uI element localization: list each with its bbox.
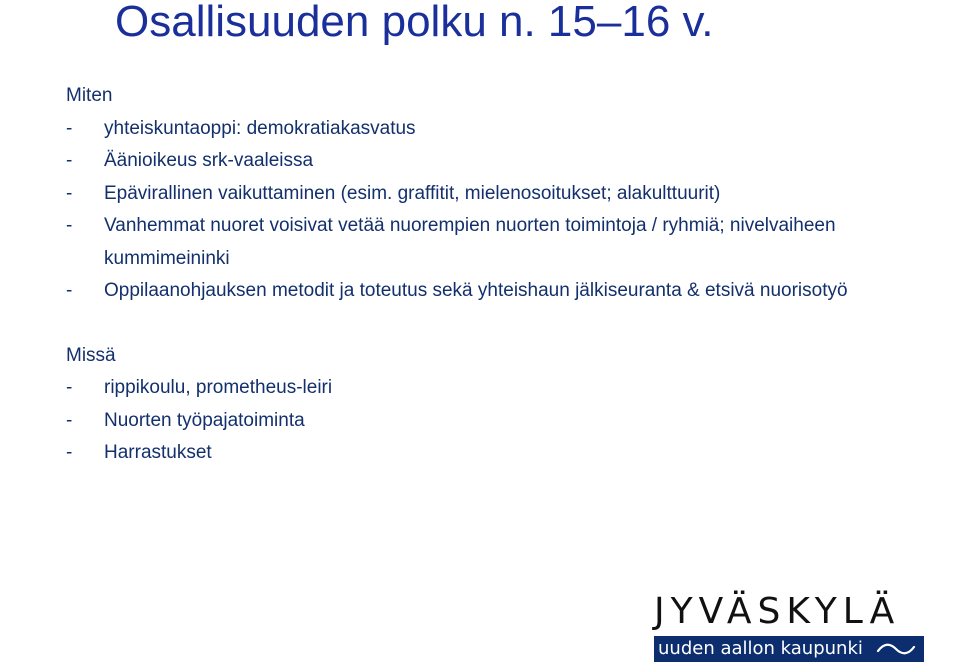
- list-item: [66, 113, 946, 146]
- slide-title: Osallisuuden polku n. 15–16 v.: [115, 0, 714, 46]
- logo-tagline: uuden aallon kaupunki: [658, 638, 863, 659]
- list-item-text: Vanhemmat nuoret voisivat vetää nuorempien nuorten toimintoja / ryhmiä; nivelvaiheen kummimeininki: [104, 215, 836, 269]
- list-item: [66, 372, 946, 405]
- bullet-list: [66, 372, 946, 470]
- list-item-text: Äänioikeus srk-vaaleissa: [104, 150, 314, 171]
- list-item-text: Harrastukset: [104, 442, 212, 463]
- list-item: [66, 178, 946, 211]
- list-item: [66, 145, 946, 178]
- section-missa: [66, 340, 946, 470]
- list-item-text: Nuorten työpajatoiminta: [104, 409, 305, 431]
- bullet-list: [66, 113, 946, 308]
- bullet-dash: -: [66, 117, 73, 139]
- city-logo: [654, 592, 954, 666]
- section-heading: Miten: [66, 85, 113, 106]
- slide-content: [66, 80, 946, 470]
- list-item-text: rippikoulu, prometheus-leiri: [104, 377, 333, 398]
- list-item: [66, 210, 946, 275]
- list-item-text: Epävirallinen vaikuttaminen (esim. graffitit, mielenosoitukset; alakulttuurit): [104, 182, 721, 204]
- bullet-dash: -: [66, 182, 73, 204]
- bullet-dash: -: [66, 377, 73, 398]
- section-miten: [66, 80, 946, 308]
- section-spacer: [66, 308, 946, 340]
- list-item-text: Oppilaanohjauksen metodit ja toteutus sekä yhteishaun jälkiseuranta & etsivä nuorisotyö: [104, 280, 848, 301]
- bullet-dash: -: [66, 442, 73, 463]
- bullet-dash: -: [66, 409, 73, 431]
- wave-icon: [876, 640, 916, 658]
- logo-tagline-bar: [654, 636, 924, 662]
- logo-wordmark: JYVÄSKYLÄ: [654, 591, 901, 632]
- list-item: [66, 405, 946, 438]
- bullet-dash: -: [66, 280, 73, 301]
- list-item: [66, 275, 946, 308]
- bullet-dash: -: [66, 150, 73, 171]
- list-item: [66, 437, 946, 470]
- section-heading: Missä: [66, 344, 116, 366]
- bullet-dash: -: [66, 215, 73, 236]
- list-item-text: yhteiskuntaoppi: demokratiakasvatus: [104, 117, 416, 139]
